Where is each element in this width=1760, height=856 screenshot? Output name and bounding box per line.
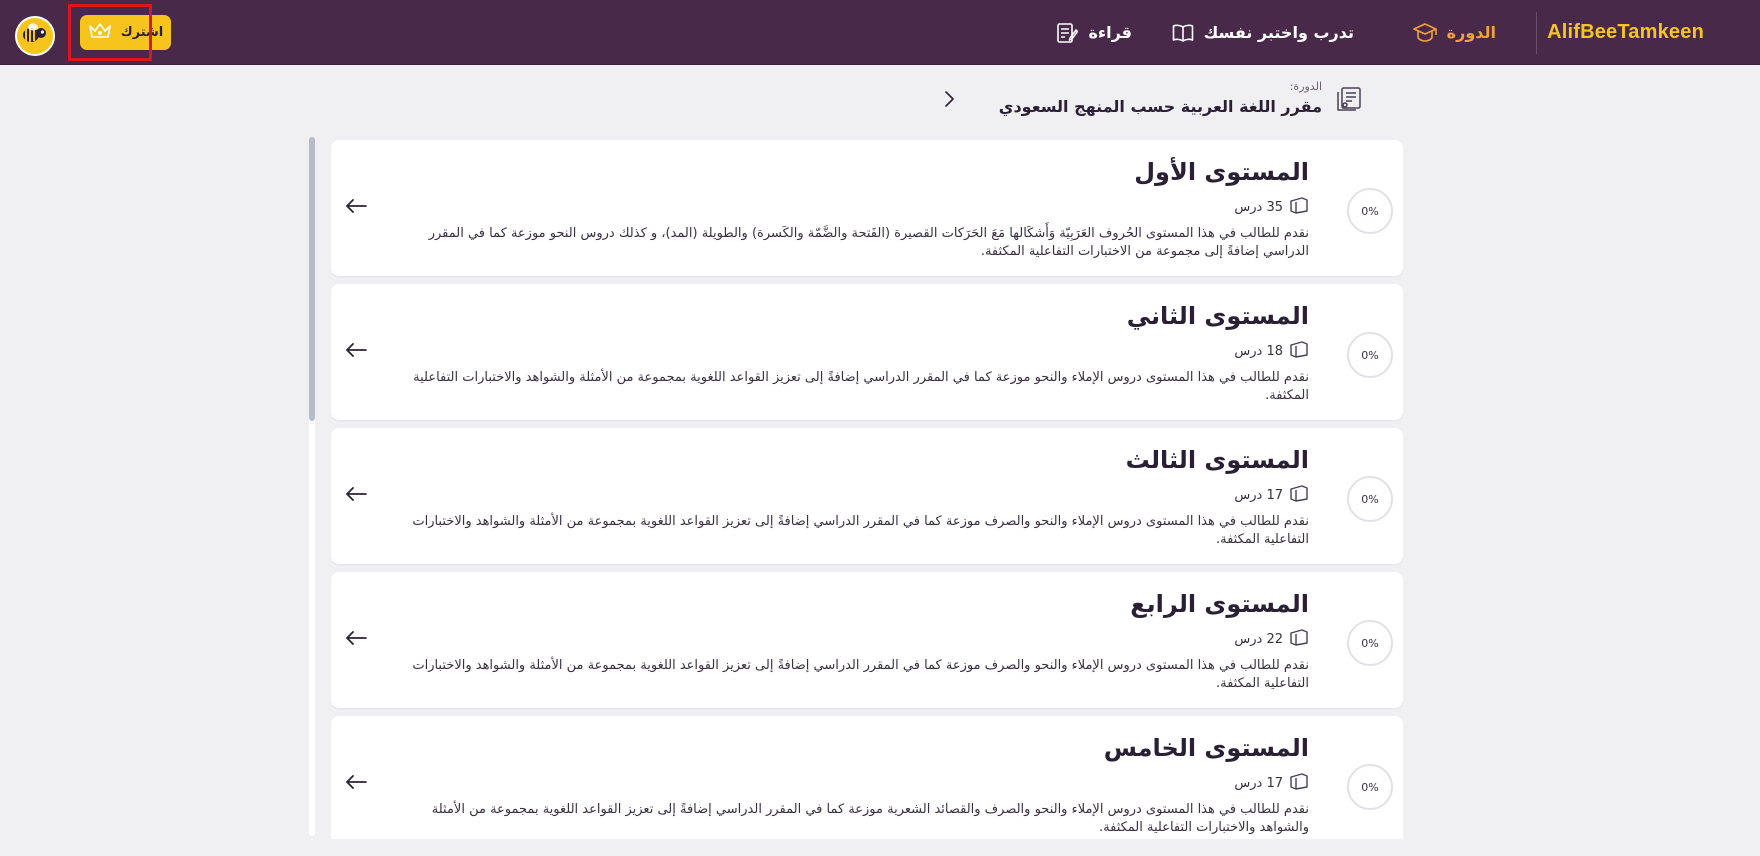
lesson-count-text: 17 درس [1234,775,1283,791]
lesson-count-text: 17 درس [1234,487,1283,503]
arrow-left-icon[interactable] [345,486,367,506]
graduation-cap-icon [1413,22,1437,44]
chevron-right-icon[interactable] [942,90,956,112]
level-title: المستوى الخامس [1103,734,1309,762]
lessons-icon [1289,196,1309,218]
nav-item-reading[interactable] [1056,0,1132,65]
level-card-4[interactable] [331,572,1403,708]
level-card-5[interactable] [331,716,1403,839]
lessons-icon [1289,772,1309,794]
subscribe-highlight-frame [68,4,152,61]
nav-item-course[interactable] [1413,0,1496,65]
progress-circle: 0% [1347,764,1393,810]
lesson-count [1234,628,1309,650]
level-description: نقدم للطالب في هذا المستوى دروس الإملاء والنحو والصرف موزعة كما في المقرر الدراسي إضافةً إلى تعزيز القواعد اللغوية بمجموعة من الأمثلة والشواهد والاختبارات التفاعلية المكثفة. [412,658,1309,691]
level-card-3[interactable] [331,428,1403,564]
lesson-count [1234,196,1309,218]
lesson-count-text: 35 درس [1234,199,1283,215]
lessons-icon [1289,340,1309,362]
level-description: نقدم للطالب في هذا المستوى دروس الإملاء والنحو موزعة كما في المقرر الدراسي إضافةً إلى تعزيز القواعد اللغوية بمجموعة من الأمثلة والشواهد والاختبارات التفاعلية المكثفة. [413,370,1309,403]
level-description: نقدم للطالب في هذا المستوى دروس الإملاء والنحو والصرف والقصائد الشعرية موزعة كما في المقرر الدراسي إضافةً إلى تعزيز القواعد اللغوية بمجموعة من الأمثلة والشواهد والاختبارات التفاعلية المكثفة. [431,802,1309,835]
course-title: مقرر اللغة العربية حسب المنهج السعودي [998,97,1322,116]
progress-circle: 0% [1347,476,1393,522]
breadcrumb [942,80,1362,120]
levels-list [331,140,1403,839]
bee-icon [20,21,50,51]
level-title: المستوى الرابع [1130,590,1309,618]
arrow-left-icon[interactable] [345,198,367,218]
avatar[interactable] [15,16,55,56]
progress-circle: 0% [1347,188,1393,234]
lessons-icon [1289,484,1309,506]
level-card-1[interactable] [331,140,1403,276]
level-title: المستوى الثالث [1125,446,1309,474]
nav-item-practice[interactable] [1172,0,1354,65]
progress-circle: 0% [1347,332,1393,378]
lesson-count [1234,484,1309,506]
book-icon [1172,23,1194,43]
arrow-left-icon[interactable] [345,630,367,650]
nav-label-course: الدورة [1446,23,1496,42]
brand-logo[interactable]: AlifBeeTamkeen [1547,21,1704,43]
lesson-count-text: 18 درس [1234,343,1283,359]
progress-circle: 0% [1347,620,1393,666]
nav-label-reading: قراءة [1088,23,1132,42]
lessons-icon [1289,628,1309,650]
level-title: المستوى الأول [1134,158,1309,186]
lesson-count [1234,772,1309,794]
arrow-left-icon[interactable] [345,774,367,794]
top-navbar [0,0,1760,65]
nav-label-practice: تدرب واختبر نفسك [1203,23,1354,42]
scrollbar-thumb[interactable] [309,137,315,421]
reading-icon [1056,22,1078,44]
arrow-left-icon[interactable] [345,342,367,362]
lesson-count-text: 22 درس [1234,631,1283,647]
level-card-2[interactable] [331,284,1403,420]
course-book-icon [1336,86,1362,116]
level-description: نقدم للطالب في هذا المستوى دروس الإملاء والنحو والصرف موزعة كما في المقرر الدراسي إضافةً إلى تعزيز القواعد اللغوية بمجموعة من الأمثلة والشواهد والاختبارات التفاعلية المكثفة. [412,514,1309,547]
logo-divider [1536,12,1537,54]
subscribe-label: اشترك [120,25,164,40]
level-title: المستوى الثاني [1126,302,1309,330]
level-description: نقدم للطالب في هذا المستوى الحُروف العَرَبِيّة وَأَشكَالها مَعَ الحَرَكات القصيرة (الفَتحة والضَّمّة والكَسرة) والطويلة (المد)، و كذلك دروس النحو موزعة كما في المقرر الدراسي إضافةً إلى مجموعة من الاختبارات التفاعلية المكثفة. [428,226,1309,259]
lesson-count [1234,340,1309,362]
breadcrumb-label: الدورة: [1289,80,1322,93]
